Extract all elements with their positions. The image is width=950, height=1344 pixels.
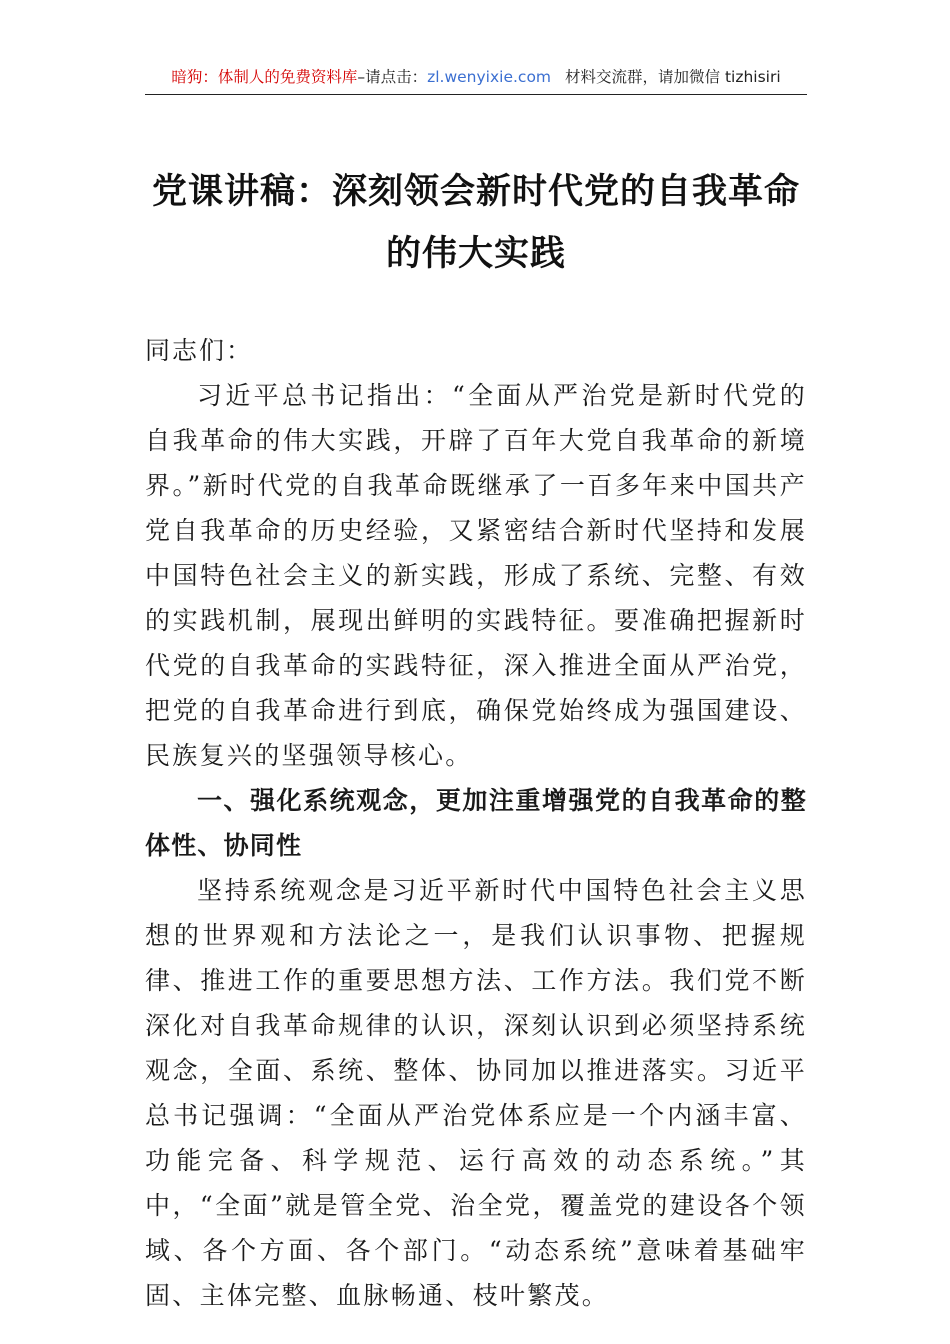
page-header [145, 66, 807, 95]
header-url-link[interactable]: zl.wenyixie.com [427, 68, 552, 86]
header-wechat-note: 材料交流群，请加微信 tizhisiri [565, 68, 781, 86]
document-body [145, 328, 807, 1318]
paragraph-section-1: 坚持系统观念是习近平新时代中国特色社会主义思想的世界观和方法论之一，是我们认识事物、把握规律、推进工作的重要思想方法、工作方法。我们党不断深化对自我革命规律的认识，深刻认识到必须坚持系统观念，全面、系统、整体、协同加以推进落实。习近平总书记强调：“全面从严治党体系应是一个内涵丰富、功能完备、科学规范、运行高效的动态系统。”其中，“全面”就是管全党、治全党，覆盖党的建设各个领域、各个方面、各个部门。“动态系统”意味着基础牢固、主体完整、血脉畅通、枝叶繁茂。 [145, 876, 807, 1310]
header-site-name: 暗狗：体制人的免费资料库 [171, 68, 358, 86]
section-heading-1: 一、强化系统观念，更加注重增强党的自我革命的整体性、协同性 [145, 786, 807, 860]
header-click-prompt: –请点击： [357, 68, 428, 86]
greeting: 同志们： [145, 336, 254, 365]
document-title-line-2: 的伟大实践 [385, 233, 566, 274]
document-title-line-1: 党课讲稿：深刻领会新时代党的自我革命 [151, 171, 800, 212]
paragraph-intro: 习近平总书记指出：“全面从严治党是新时代党的自我革命的伟大实践，开辟了百年大党自我革命的新境界。”新时代党的自我革命既继承了一百多年来中国共产党自我革命的历史经验，又紧密结合新时代坚持和发展中国特色社会主义的新实践，形成了系统、完整、有效的实践机制，展现出鲜明的实践特征。要准确把握新时代党的自我革命的实践特征，深入推进全面从严治党，把党的自我革命进行到底，确保党始终成为强国建设、民族复兴的坚强领导核心。 [145, 381, 807, 770]
